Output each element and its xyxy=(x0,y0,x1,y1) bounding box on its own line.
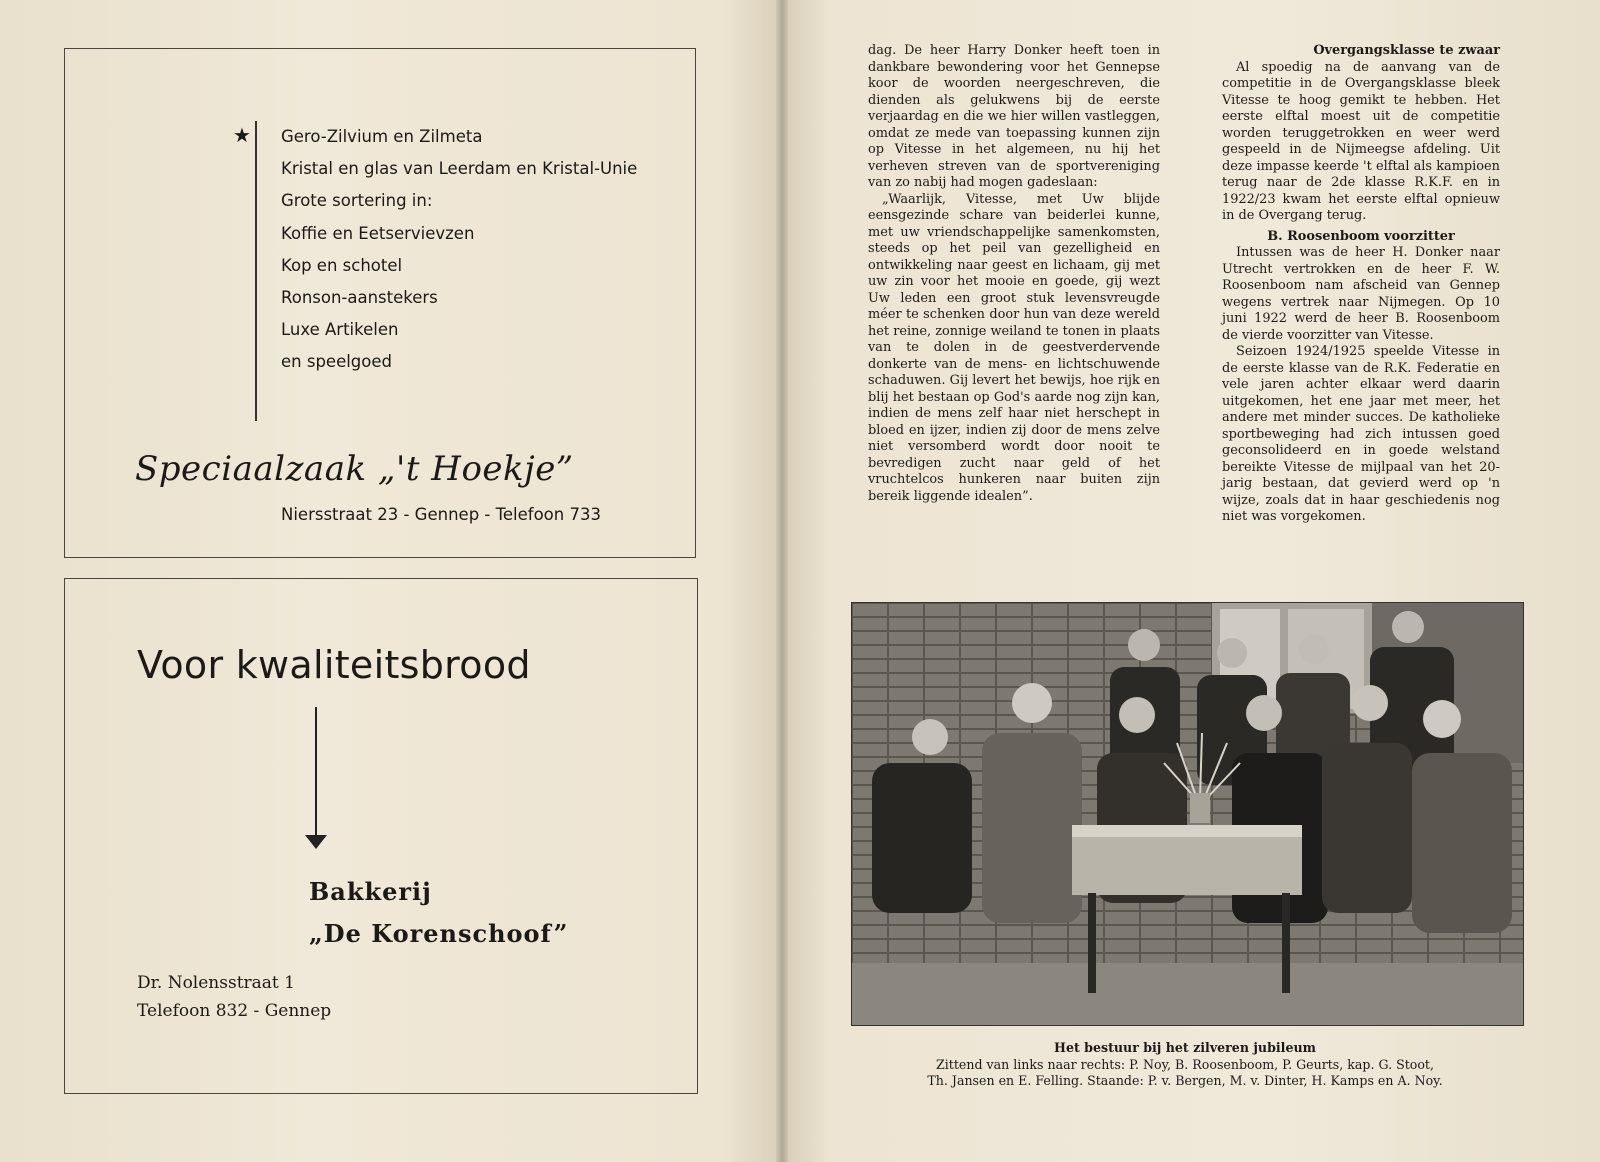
bakery-phone: Telefoon 832 - Gennep xyxy=(137,1001,332,1021)
bakery-address: Dr. Nolensstraat 1 xyxy=(137,973,295,993)
section-heading: Overgangsklasse te zwaar xyxy=(1313,43,1500,58)
product-item: Koffie en Eetservievzen xyxy=(281,223,475,243)
caption-title: Het bestuur bij het zilveren jubileum xyxy=(1054,1040,1316,1055)
vertical-rule xyxy=(255,121,257,421)
product-list xyxy=(281,121,637,379)
bakery-name-line2: „De Korenschoof” xyxy=(309,919,569,948)
product-item: Kristal en glas van Leerdam en Kristal-Unie xyxy=(281,159,638,179)
shop-name: Speciaalzaak „'t Hoekje” xyxy=(135,449,574,489)
product-item: Ronson-aanstekers xyxy=(281,287,438,307)
left-page xyxy=(0,0,782,1162)
caption-line: Th. Jansen en E. Felling. Staande: P. v. Bergen, M. v. Dinter, H. Kamps en A. Noy. xyxy=(927,1073,1443,1088)
group-photo xyxy=(851,602,1524,1026)
article-quote: „Waarlijk, Vitesse, met Uw blijde eensgezinde schare van beiderlei kunne, met uw vriendschappelijke samenkomsten, steeds op het peil van gezelligheid en ontwikkeling naar geest en lichaam, gij met uw zin voor het mooie en goede, gij wezt Uw leden een groot stuk levensvreugde méer te schenken door hun van deze wereld het reine, zonnige weiland te tonen in plaats van te dolen in de geestverdervende donkerte van de mens- en lichtschuwende schaduwen. Gij levert het bewijs, hoe rijk en blij het bestaan op God's aarde nog zijn kan, indien de mens zelf haar niet herschept in bloed en ijzer, indien zij door de mens zelve niet versomberd wordt door nooit te bevredigen zucht naar geld of het vruchtelcos hunkeren naar buiten zijn bereik liggende idealen”. xyxy=(868,191,1160,504)
article-paragraph: Seizoen 1924/1925 speelde Vitesse in de eerste klasse van de R.K. Federatie en vele jaren achter elkaar werd daarin uitgekomen, het ene jaar met meer, het andere met minder succes. De katholieke sportbeweging had zich intussen goed geconsolideerd en in goede welstand bereikte Vitesse de mijlpaal van het 20-jarig bestaan, dat gevierd werd op 'n wijze, zoals dat in haar geschiedenis nog niet was vorgekomen. xyxy=(1222,344,1500,524)
article-paragraph: Intussen was de heer H. Donker naar Utrecht vertrokken en de heer F. W. Roosenboom nam afscheid van Gennep wegens vertrek naar Nijmegen. Op 10 juni 1922 werd de heer B. Roosenboom de vierde voorzitter van Vitesse. xyxy=(1222,245,1500,343)
ad-headline: Voor kwaliteitsbrood xyxy=(137,643,531,687)
arrow-head-icon xyxy=(305,835,327,849)
caption-line: Zittend van links naar rechts: P. Noy, B. Roosenboom, P. Geurts, kap. G. Stoot, xyxy=(935,1056,1434,1072)
group-photo-illustration xyxy=(852,603,1523,1025)
photo-caption xyxy=(860,1040,1510,1090)
section-heading: B. Roosenboom voorzitter xyxy=(1267,228,1455,244)
product-item: Grote sortering in: xyxy=(281,191,433,211)
book-spine xyxy=(776,0,788,1162)
shop-address: Niersstraat 23 - Gennep - Telefoon 733 xyxy=(281,505,601,524)
arrow-down-icon xyxy=(315,707,317,835)
article-paragraph: Al spoedig na de aanvang van de competitie in de Overgangsklasse bleek Vitesse te hoog gemikt te hebben. Het eerste elftal moest uit de competitie worden teruggetrokken en weer werd gespeeld in de Nijmeegse afdeling. Uit deze impasse keerde 't elftal als kampioen terug naar de 2de klasse R.K.F. en in 1922/23 kwam het eerste elftal opnieuw in de Overgang terug. xyxy=(1222,59,1500,223)
product-item: Luxe Artikelen xyxy=(281,320,399,340)
advertisement-hoekje xyxy=(64,48,696,558)
bakery-name-line1: Bakkerij xyxy=(309,877,432,906)
bakery-name xyxy=(309,871,568,955)
product-item: en speelgoed xyxy=(281,352,393,372)
article-paragraph: dag. De heer Harry Donker heeft toen in dankbare bewondering voor het Gennepse koor de woorden neergeschreven, die dienden als gelukwens bij de eerste verjaardag en die we hier willen vastleggen, omdat ze mede van toepassing kunnen zijn op Vitesse in het algemeen, nu hij het verheven streven van de sportvereniging van zo nabij had mogen gadeslaan: xyxy=(868,43,1160,190)
bakery-contact xyxy=(137,969,331,1025)
article-column-2 xyxy=(1222,43,1500,526)
advertisement-bakkerij xyxy=(64,578,698,1094)
product-item: Kop en schotel xyxy=(281,255,403,275)
star-icon: ★ xyxy=(233,123,251,147)
article-column-1 xyxy=(868,43,1160,505)
product-item: Gero-Zilvium en Zilmeta xyxy=(281,127,483,146)
